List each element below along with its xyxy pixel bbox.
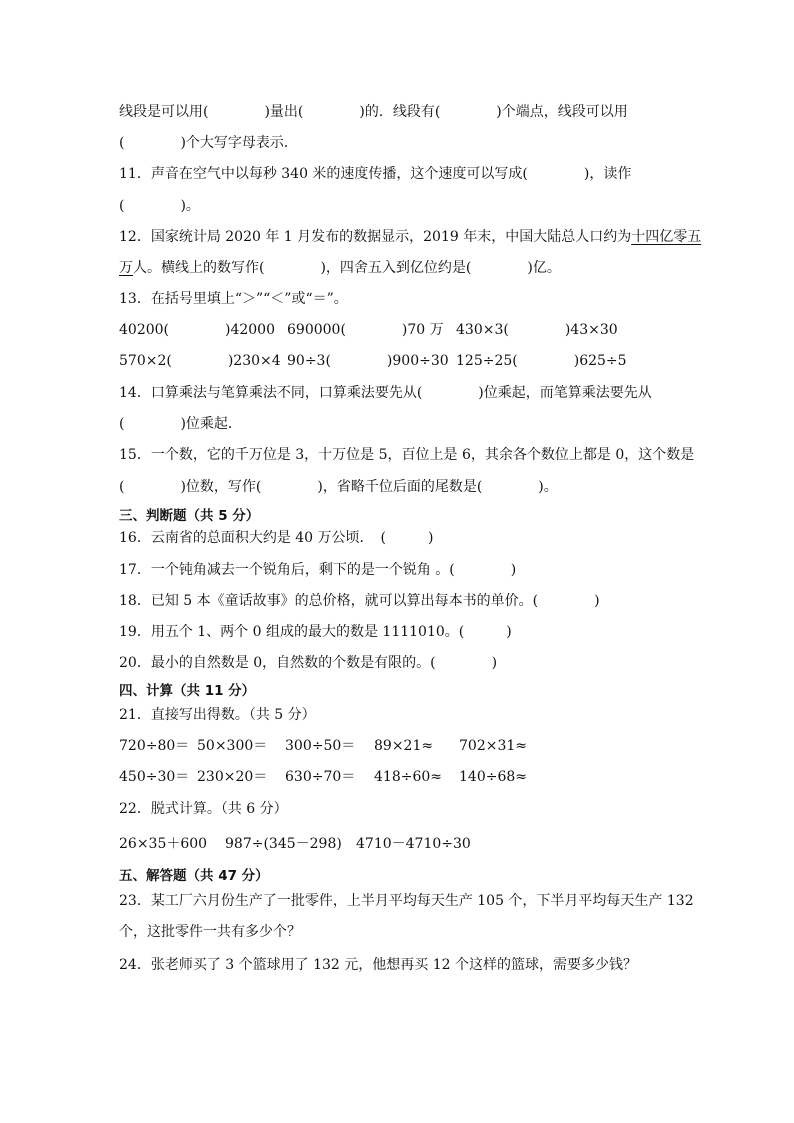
- q22-title: 22．脱式计算。（共 6 分）: [119, 801, 288, 817]
- q21-row2: [119, 767, 527, 787]
- q13-item: 430×3( )43×30: [456, 322, 618, 338]
- q12-text-end: 人。横线上的数写作( )，四舍五入到亿位约是( )亿。: [133, 260, 561, 276]
- q21-title: 21．直接写出得数。（共 5 分）: [119, 707, 316, 723]
- calc-item: 702×31≈: [459, 738, 527, 754]
- calc-item: 140÷68≈: [459, 769, 527, 785]
- calc-item: 300÷50＝: [285, 738, 356, 754]
- q14-line1: 14．口算乘法与笔算乘法不同，口算乘法要先从( )位乘起，而笔算乘法要先从: [119, 385, 652, 401]
- q19: 19．用五个 1、两个 0 组成的最大的数是 1111010。( ): [119, 624, 512, 640]
- q12-text: 12．国家统计局 2020 年 1 月发布的数据显示，2019 年末，中国大陆总人口约为: [119, 229, 632, 245]
- q16: 16．云南省的总面积大约是 40 万公顷． ( ): [119, 530, 434, 546]
- q11-line2: ( )。: [119, 198, 200, 214]
- section-3-heading: 三、判断题（共 5 分）: [119, 508, 260, 524]
- q23-line2: 个，这批零件一共有多少个？: [119, 924, 301, 940]
- q12-underlined-number: 十四亿零五: [631, 229, 702, 245]
- q18: 18．已知 5 本《童话故事》的总价格，就可以算出每本书的单价。( ): [119, 593, 600, 609]
- q12-line1: [119, 227, 701, 247]
- q13-item: 90÷3( )900÷30: [287, 353, 449, 369]
- q14-line2: ( )位乘起．: [119, 416, 242, 432]
- q24: 24．张老师买了 3 个篮球用了 132 元，他想再买 12 个这样的篮球，需要多少钱？: [119, 957, 637, 973]
- calc-item: 230×20＝: [197, 769, 268, 785]
- calc-item: 89×21≈: [374, 738, 434, 754]
- q22-row: [119, 834, 471, 854]
- q20: 20．最小的自然数是 0，自然数的个数是有限的。( ): [119, 655, 498, 671]
- q12-underlined-number-end: 万: [119, 260, 133, 276]
- calc-item: 50×300＝: [197, 738, 268, 754]
- section-4-heading: 四、计算（共 11 分）: [119, 683, 256, 699]
- q13-item: 570×2( )230×4: [119, 353, 281, 369]
- q13-row2: [119, 351, 627, 371]
- q23-line1: 23．某工厂六月份生产了一批零件，上半月平均每天生产 105 个，下半月平均每天生产 132: [119, 893, 694, 909]
- q13-item: 690000( )70 万: [287, 322, 444, 338]
- q10-line2: ( )个大写字母表示．: [119, 135, 298, 151]
- q15-line2: ( )位数，写作( )，省略千位后面的尾数是( )。: [119, 479, 558, 495]
- calc-item: 720÷80＝: [119, 738, 190, 754]
- q13-row1: [119, 320, 618, 340]
- q13-item: 40200( )42000: [119, 322, 275, 338]
- calc-item: 630÷70＝: [285, 769, 356, 785]
- calc-item: 4710－4710÷30: [356, 836, 471, 852]
- q13-title: 13．在括号里填上“＞”“＜”或“＝”。: [119, 291, 348, 307]
- calc-item: 987÷(345－298): [225, 836, 342, 852]
- q15-line1: 15．一个数，它的千万位是 3，十万位是 5，百位上是 6，其余各个数位上都是 0，这个数是: [119, 447, 695, 463]
- calc-item: 450÷30＝: [119, 769, 190, 785]
- calc-item: 418÷60≈: [374, 769, 442, 785]
- calc-item: 26×35＋600: [119, 836, 208, 852]
- section-5-heading: 五、解答题（共 47 分）: [119, 868, 269, 884]
- q11-line1: 11．声音在空气中以每秒 340 米的速度传播，这个速度可以写成( )，读作: [119, 166, 632, 182]
- q10-line1: 线段是可以用( )量出( )的．线段有( )个端点，线段可以用: [119, 104, 628, 120]
- q13-item: 125÷25( )625÷5: [456, 353, 627, 369]
- q17: 17．一个钝角减去一个锐角后，剩下的是一个锐角 。( ): [119, 562, 517, 578]
- q12-line2: [119, 258, 561, 278]
- q21-row1: [119, 736, 527, 756]
